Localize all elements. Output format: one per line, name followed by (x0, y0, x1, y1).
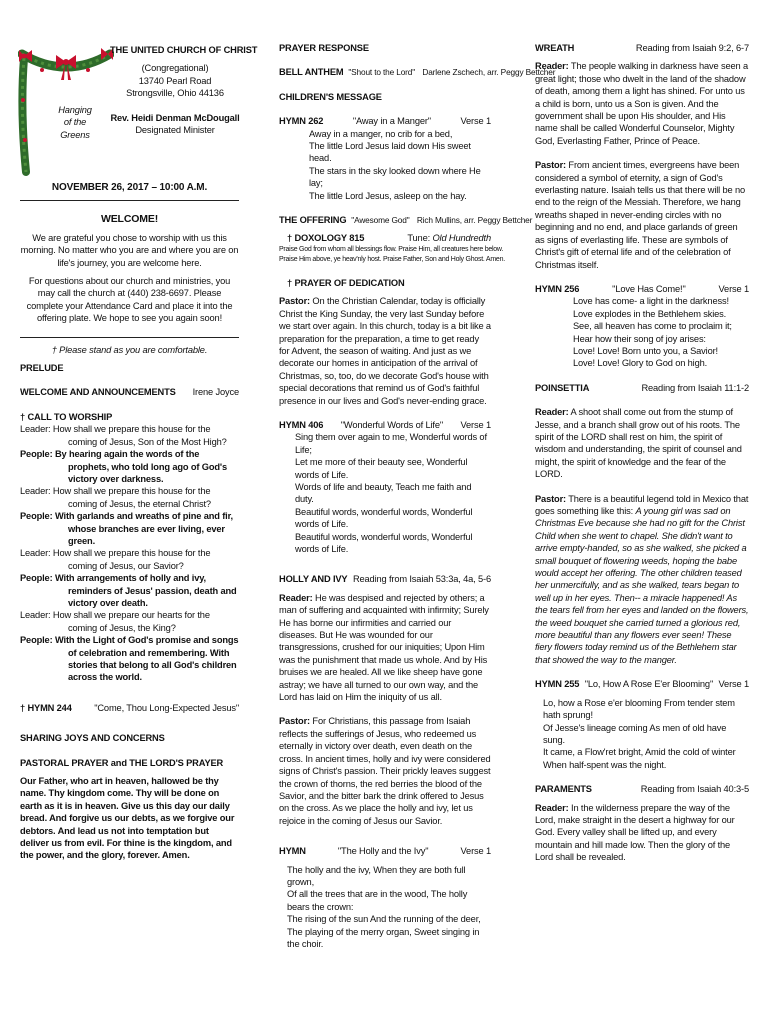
hymn-lyrics (279, 431, 491, 555)
lyric-line: The stars in the sky looked down where He lay; (309, 165, 481, 189)
header-block (20, 44, 258, 176)
litany-text: With arrangements of holly and ivy, reminders of Jesus' passion, death and victory over death. (54, 573, 237, 608)
hymn-262-row (279, 115, 491, 127)
lyric-line: Of Jesse's lineage coming As men of old have sung. (543, 722, 727, 745)
hymn-lyrics (279, 864, 491, 951)
paragraph-text: On the Christian Calendar, today is officially Christ the King Sunday, the very last Sunday before we start over again. In this church, today is a bit like a preparation for the preparation, a time to get ready for Advent, the season of waiting. And just as we decorate our homes in anticipation of the arrival of Christmas, so, too, do we decorate God's house with special decorations that remind us of God's faithful presence in our lives and God's never-ending grace. (279, 296, 491, 406)
hymn-title: "Away in a Manger" (352, 116, 431, 127)
speaker-label: Pastor: (279, 716, 310, 727)
lyric-line: Sing them over again to me, Wonderful words of Life; (295, 432, 487, 455)
call-to-worship-heading: † CALL TO WORSHIP (20, 411, 113, 422)
hymn-title: "Lo, How A Rose E'er Blooming" (584, 679, 714, 690)
litany-text: With the Light of God's promise and songs of celebration and remembering. With stories that belong to all God's children across the world. (54, 635, 239, 683)
stand-note: † Please stand as you are comfortable. (51, 344, 208, 355)
doxology-tune (407, 232, 491, 244)
hymn-label: HYMN (279, 846, 306, 857)
address: 13740 Pearl Road (138, 75, 212, 86)
leader-line (20, 423, 239, 448)
service-date: NOVEMBER 26, 2017 – 10:00 A.M. (51, 182, 208, 193)
anthem-title: "Shout to the Lord" (348, 67, 416, 78)
offering-row (279, 214, 533, 226)
leader-line (20, 547, 239, 572)
tune-label: Tune: (407, 233, 431, 244)
section-label: WELCOME AND ANNOUNCEMENTS (20, 387, 176, 398)
section-label: † DOXOLOGY 815 (287, 233, 365, 244)
lyric-line: Lo, how a Rose e'er blooming From tender stem hath sprung! (543, 697, 735, 721)
person-name: Irene Joyce (192, 387, 239, 398)
paraments-reader-paragraph (535, 802, 749, 864)
speaker-label: Reader: (535, 61, 569, 72)
speaker-label: Leader: (20, 548, 51, 559)
lyric-line: Love! Love! Born unto you, a Savior! (573, 345, 718, 356)
hymn-244-row (20, 702, 239, 714)
lords-prayer-text: Our Father, who art in heaven, hallowed be thy name. Thy kingdom come. Thy will be done on earth as it is in heaven. Give us this day our daily bread. And forgive us our debts, as we forgive our debtors. And lead us not into temptation but deliver us from evil. For thine is the kingdom, and the power, and the glory, forever. Amen. (20, 776, 235, 861)
hymn-title: "Love Has Come!" (612, 283, 686, 294)
title-line: Greens (60, 129, 90, 140)
prayer-response-heading: PRAYER RESPONSE (279, 43, 369, 53)
hymn-lyrics (535, 295, 749, 369)
people-line (20, 510, 239, 547)
poinsettia-pastor-paragraph (535, 493, 749, 667)
title-line: of the (63, 117, 87, 128)
hymn-lyrics (535, 697, 749, 771)
hymn-verse: Verse 1 (718, 679, 749, 690)
lyric-line: Love! Love! Glory to God on high. (573, 358, 708, 369)
section-label: BELL ANTHEM (279, 67, 344, 78)
offering-credit: Rich Mullins, arr. Peggy Bettcher (416, 215, 533, 226)
doxology-text (279, 245, 505, 265)
title-line: Hanging (58, 105, 92, 115)
speaker-label: People: (20, 573, 53, 584)
wreath-row (535, 42, 749, 54)
hymn-title: "The Holly and the Ivy" (337, 846, 429, 857)
speaker-label: Pastor: (535, 493, 566, 504)
lyric-line: Words of life and beauty, Teach me faith and duty. (295, 481, 472, 505)
prayer-of-dedication-heading: † PRAYER OF DEDICATION (287, 277, 405, 288)
service-title (40, 104, 110, 141)
lyric-line: The rising of the sun And the running of the deer, (287, 914, 481, 925)
section-label: PARAMENTS (535, 784, 592, 795)
paragraph-text: A shoot shall come out from the stump of Jesse, and a branch shall grow out of his roots. The spirit of the LORD shall rest on him, the spirit of wisdom and understanding, the spirit of counsel and might, the spirit of knowledge and the fear of the LORD. (535, 407, 742, 480)
speaker-label: Reader: (279, 592, 313, 603)
welcome-title: WELCOME! (100, 213, 159, 226)
litany-text: By hearing again the words of the prophets, who told long ago of God's victory over darkness. (54, 449, 227, 484)
hymn-holly-row (279, 845, 491, 857)
hymn-256-row (535, 283, 749, 295)
speaker-label: Reader: (535, 802, 569, 813)
column-1 (20, 44, 258, 862)
church-name: THE UNITED CHURCH OF CHRIST (110, 45, 258, 55)
offering-title: "Awesome God" (351, 215, 410, 226)
bell-anthem-row (279, 66, 556, 78)
holly-ivy-row (279, 573, 491, 585)
lyric-line: When half-spent was the night. (543, 759, 667, 770)
paragraph-text: For Christians, this passage from Isaiah reflects the sufferings of Jesus, who redeemed us eternally in victory over death, even death on the cross. In ancient times, holly and ivy were considered signs of Christ's passion. Their prickly leaves suggest the crown of thorns, the red berries the blood of the Savior, and the bitter bark the drink offered to Jesus on the cross. As we place the holly and ivy, let us rejoice in the coming of Jesus our Savior. (279, 716, 491, 826)
hymn-verse: Verse 1 (460, 116, 491, 127)
wreath-reader-paragraph (535, 60, 749, 147)
pastor-title: Designated Minister (135, 125, 215, 136)
doxology-row (279, 232, 491, 244)
speaker-label: Leader: (20, 610, 51, 621)
speaker-label: People: (20, 511, 53, 522)
column-3 (535, 42, 749, 864)
prelude-heading: PRELUDE (20, 363, 64, 374)
pastor-name: Rev. Heidi Denman McDougall (110, 112, 240, 123)
litany-text: How shall we prepare this house for the coming of Jesus, our Savior? (52, 548, 211, 571)
paragraph-text: From ancient times, evergreens have been considered a symbol of eternity, a sign of God's everlasting nature. Isaiah tells us that there will be no end to the reign of the Messiah. Therefore, we hang wreaths shaped in never-ending circles with no beginning and no end, and place garlands of green as signs of everlasting life. These are symbols of Christ's gift of eternal life and of the celebration of Christmas itself. (535, 160, 746, 270)
speaker-label: People: (20, 449, 53, 460)
denomination: (Congregational) (141, 63, 209, 74)
leader-line (20, 485, 239, 510)
pastoral-prayer-heading: PASTORAL PRAYER and THE LORD'S PRAYER (20, 757, 224, 768)
lyric-line: See, all heaven has come to proclaim it; (573, 321, 732, 332)
paragraph-text: The people walking in darkness have seen a great light; those who dwelt in the land of the shadow of death, among them a light has shined. For unto us a child is born, unto us a Son is given. And the government shall be upon His shoulder, and His name shall be called Wonderful Counselor, Mighty God, Everlasting Father, Prince of Peace. (535, 61, 749, 146)
sharing-heading: SHARING JOYS AND CONCERNS (20, 733, 165, 744)
people-line (20, 572, 239, 609)
people-line (20, 448, 239, 485)
lyric-line: The holly and the ivy, When they are both full grown, (287, 864, 466, 887)
lyric-line: Let me more of their beauty see, Wonderful words of Life. (295, 457, 468, 480)
litany-text: How shall we prepare this house for the coming of Jesus, Son of the Most High? (52, 424, 227, 447)
childrens-message-heading: CHILDREN'S MESSAGE (279, 91, 382, 102)
hymn-label: HYMN 256 (535, 283, 580, 294)
speaker-label: People: (20, 635, 53, 646)
hymn-label: HYMN 406 (279, 419, 324, 430)
call-to-worship-litany (20, 423, 239, 684)
tune-name: Old Hundredth (432, 233, 491, 244)
holly-pastor-paragraph (279, 715, 491, 827)
lyric-line: The playing of the merry organ, Sweet singing in the choir. (287, 926, 480, 949)
hymn-title: "Come, Thou Long-Expected Jesus" (94, 702, 239, 713)
speaker-label: Leader: (20, 486, 51, 497)
leader-line (20, 609, 239, 634)
lyric-line: Away in a manger, no crib for a bed, (309, 128, 453, 139)
hymn-label: † HYMN 244 (20, 702, 72, 713)
contact-paragraph: For questions about our church and ministries, you may call the church at (440) 238-6697. Please complete your Attendance Card and place it into the offering plate. We hope to see you again soon! (26, 276, 233, 324)
paragraph-text: He was despised and rejected by others; a man of suffering and acquainted with infirmity; Surely He has borne our infirmities and carried our diseases. But He was wounded for our transgressions, crushed for our iniquities; Upon Him was the punishment that made us whole. And by His bruises we are healed. All we like sheep have gone astray; we have all turned to our own way, and the Lord has laid on Him the iniquity of us all. (279, 592, 489, 703)
reading-reference: Reading from Isaiah 9:2, 6-7 (635, 43, 749, 53)
anthem-credit: Darlene Zschech, arr. Peggy Bettcher (422, 67, 556, 78)
lyric-line: Of all the trees that are in the wood, The holly bears the crown: (287, 889, 468, 912)
holly-reader-paragraph (279, 592, 491, 704)
reading-reference: Reading from Isaiah 11:1-2 (641, 382, 749, 393)
section-label: WREATH (535, 43, 575, 53)
reading-reference: Reading from Isaiah 53:3a, 4a, 5-6 (352, 574, 491, 585)
paragraph-text: There is a beautiful legend told in Mexico that goes something like this: (535, 493, 749, 516)
hymn-406-row (279, 419, 491, 431)
welcome-announcements-row (20, 386, 239, 398)
poinsettia-reader-paragraph (535, 406, 749, 480)
section-label: POINSETTIA (535, 382, 590, 393)
litany-text: How shall we prepare our hearts for the coming of Jesus, the King? (52, 610, 210, 633)
litany-text: How shall we prepare this house for the coming of Jesus, the eternal Christ? (52, 486, 211, 509)
speaker-label: Pastor: (535, 160, 566, 171)
lyric-line: Hear how their song of joy arises: (573, 333, 706, 344)
lyric-line: The little Lord Jesus, asleep on the hay. (309, 190, 467, 201)
paraments-row (535, 783, 749, 795)
hymn-label: HYMN 262 (279, 116, 324, 127)
church-info (110, 44, 258, 136)
lyric-line: It came, a Flow'ret bright, Amid the cold of winter (543, 747, 736, 758)
hymn-verse: Verse 1 (460, 846, 491, 857)
poinsettia-row (535, 382, 749, 394)
dedication-paragraph (279, 295, 491, 407)
legend-text: A young girl was sad on Christmas Eve because she had no gift for the Christ Child when she went to chapel. She didn't want to arrive empty-handed, so as she walked, she picked a small bouquet of flowering weeds, hoping the babe would accept her offering. The other children teased her unmercifully, and as she walked, tears began to well up in her eyes. Then-- a miracle happened! As the tears fell from her eyes and landed on the flowers, the weed bouquet she carried turned a glorious red, more beautiful than any flowers ever seen! These fiery flowers today remind us of the Bethlehem star that showed the way to the manger. (535, 506, 749, 665)
litany-text: With garlands and wreaths of pine and fir, whose branches are ever living, ever green. (54, 511, 233, 546)
paragraph-text: In the wilderness prepare the way of the Lord, make straight in the desert a highway for our God. Every valley shall be lifted up, and every mountain and hill made low. Then the glory of the Lord shall be revealed. (535, 802, 735, 863)
lyric-line: Love has come- a light in the darkness! (573, 296, 729, 307)
hymn-verse: Verse 1 (718, 283, 749, 294)
lyric-line: Beautiful words, wonderful words, Wonderful words of Life. (295, 506, 473, 530)
hymn-title: "Wonderful Words of Life" (340, 419, 444, 430)
people-line (20, 634, 239, 684)
lyric-line: Beautiful words, wonderful words, Wonderful words of Life. (295, 531, 473, 554)
speaker-label: Pastor: (279, 296, 310, 307)
wreath-pastor-paragraph (535, 159, 749, 271)
lyric-line: Love explodes in the Bethlehem skies. (573, 308, 727, 319)
hymn-lyrics (279, 128, 491, 202)
hymn-verse: Verse 1 (460, 419, 491, 430)
speaker-label: Leader: (20, 424, 51, 435)
doxology-line: Praise Him above, ye heav'nly host. Praise Father, Son and Holy Ghost. Amen. (279, 255, 505, 263)
section-label: HOLLY AND IVY (279, 574, 348, 585)
welcome-paragraph: We are grateful you chose to worship with us this morning. No matter who you are and where you are on life's journey, you are welcome here. (20, 232, 239, 268)
speaker-label: Reader: (535, 407, 569, 418)
hymn-255-row (535, 678, 749, 690)
section-label: THE OFFERING (279, 215, 347, 226)
city: Strongsville, Ohio 44136 (126, 88, 224, 99)
lyric-line: The little Lord Jesus laid down His sweet head. (309, 141, 471, 164)
doxology-line: Praise God from whom all blessings flow. Praise Him, all creatures here below. (279, 245, 504, 253)
hymn-label: HYMN 255 (535, 679, 580, 690)
reading-reference: Reading from Isaiah 40:3-5 (640, 784, 749, 795)
